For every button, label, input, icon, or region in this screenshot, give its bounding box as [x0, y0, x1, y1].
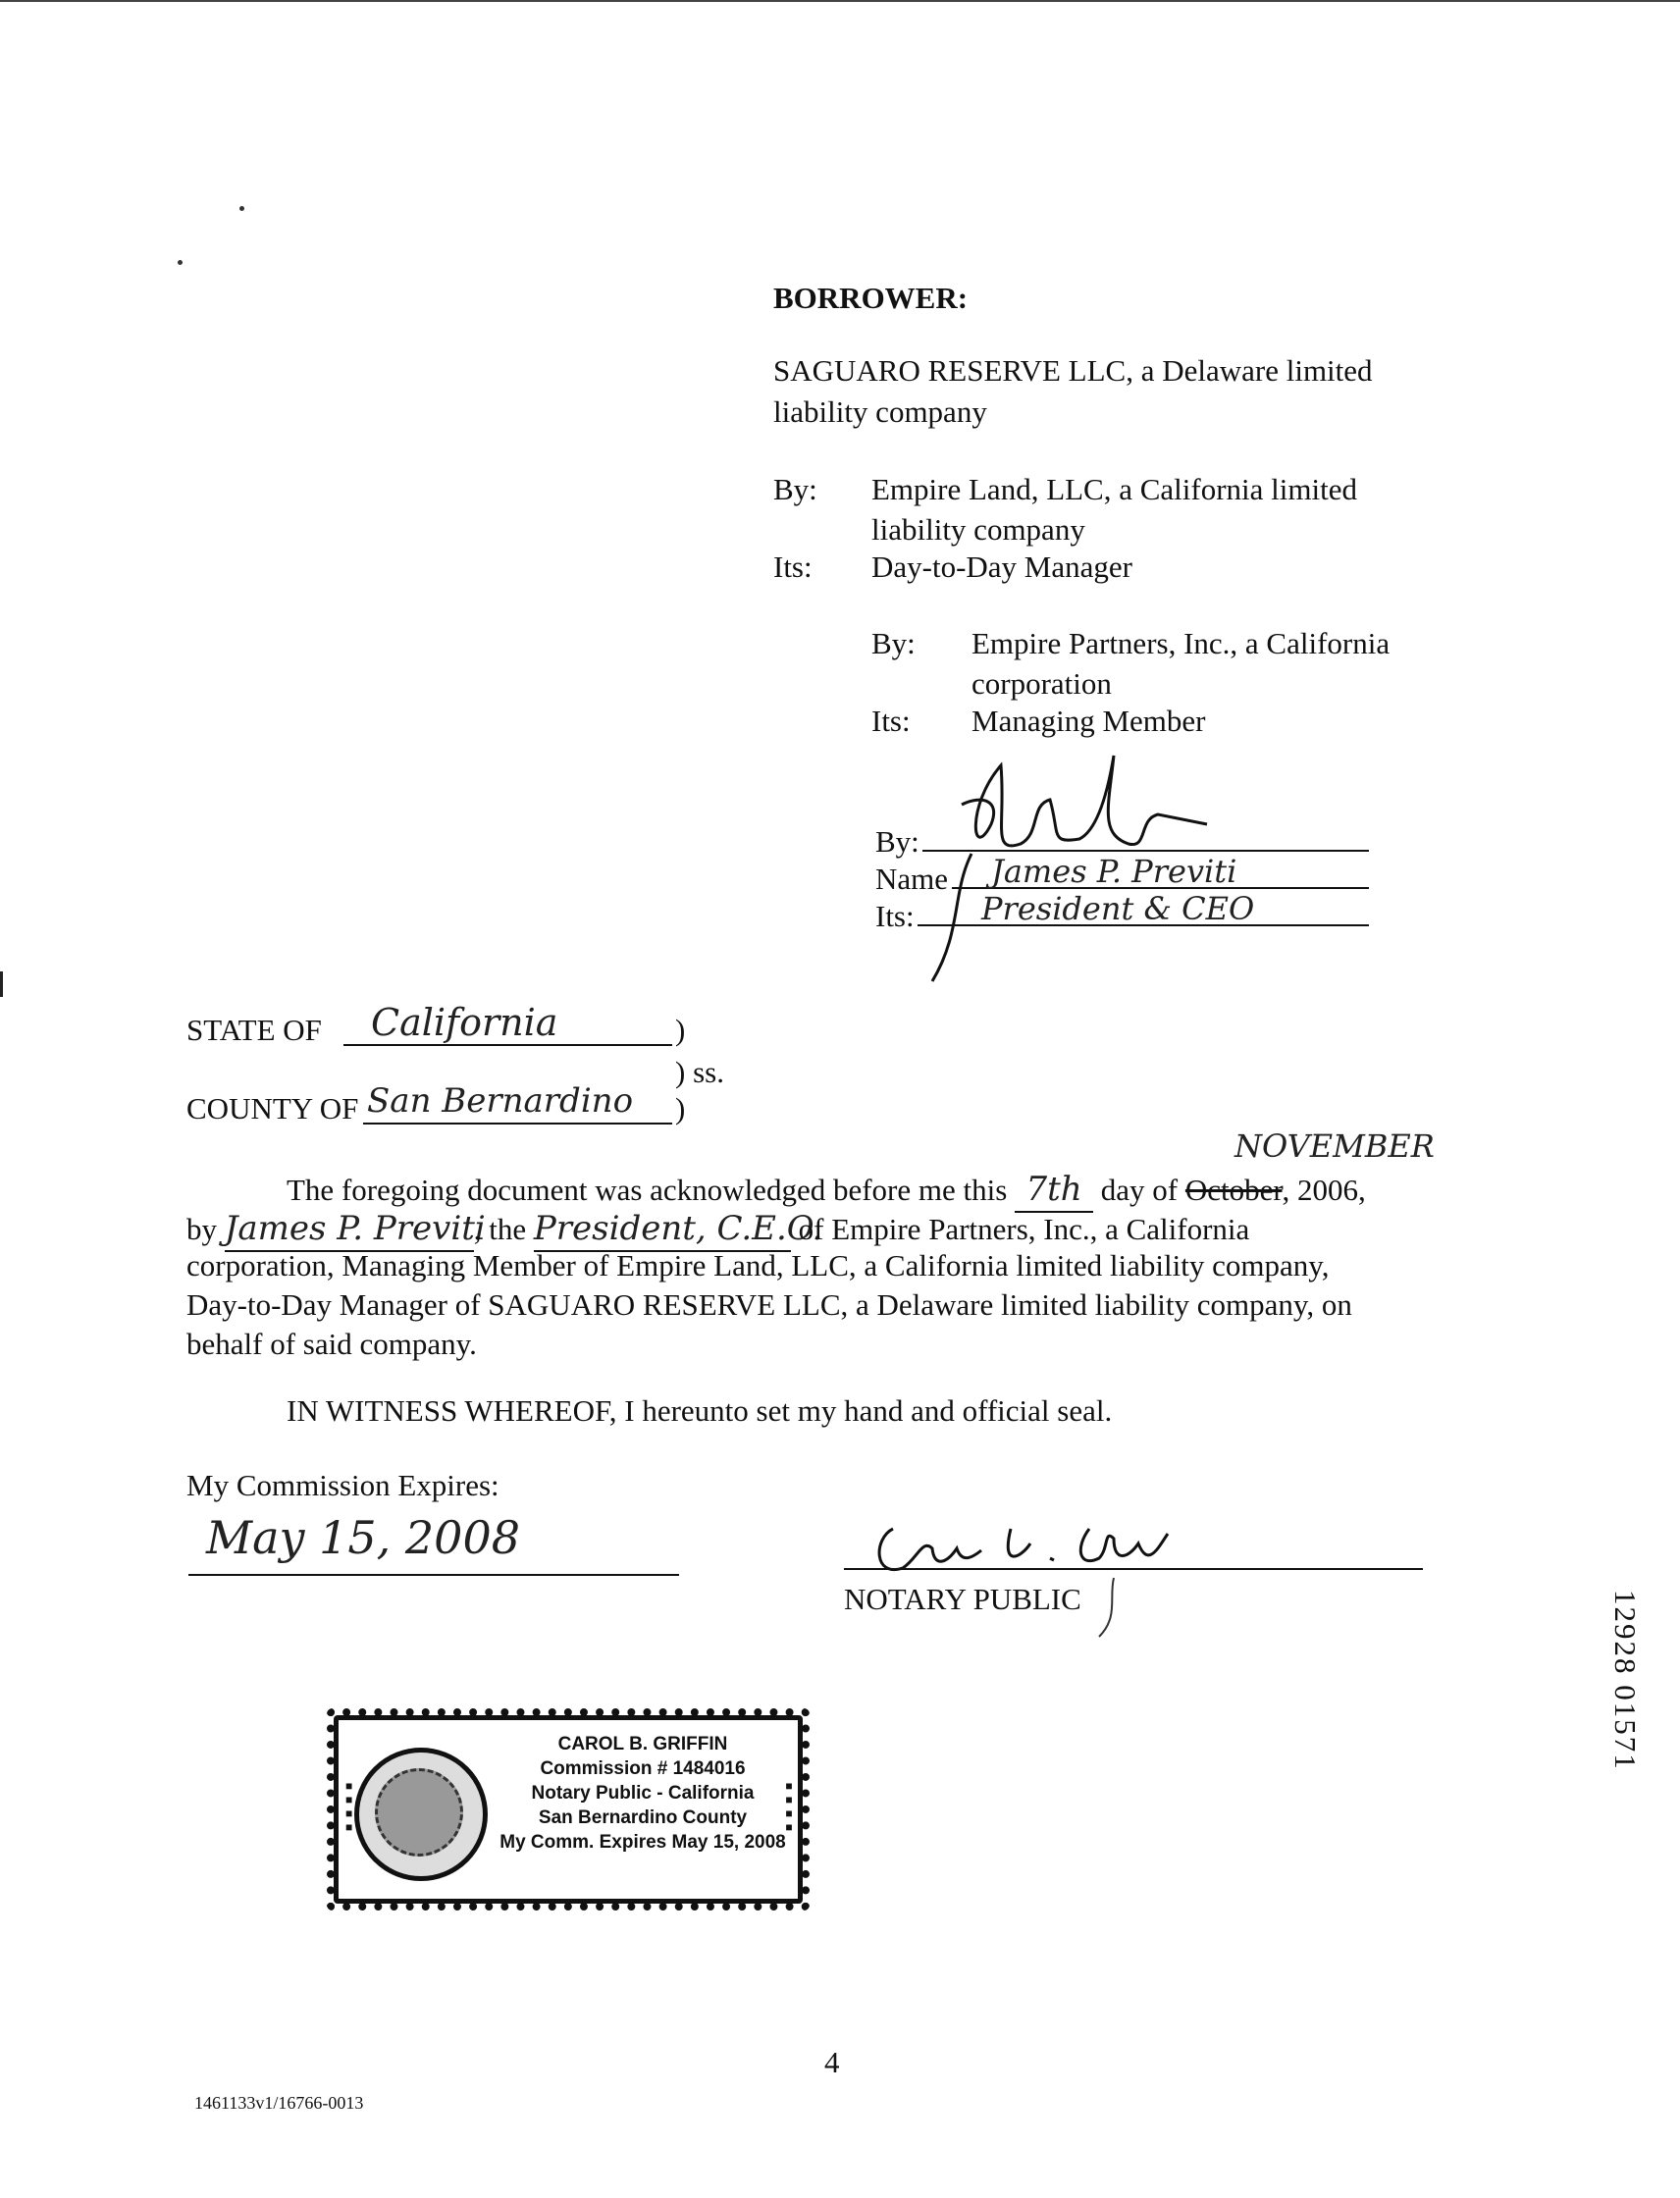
scan-edge-mark: [0, 971, 3, 997]
ack-text: day of: [1100, 1173, 1179, 1207]
seal-text: [496, 1732, 790, 1855]
ack-text: , the: [473, 1212, 527, 1246]
by-value-cont: liability company: [871, 512, 1085, 547]
sign-its-handwritten: President & CEO: [981, 890, 1255, 927]
scan-speck: [178, 260, 183, 265]
ack-text: by: [186, 1212, 217, 1246]
sub-its-label: Its:: [871, 704, 911, 738]
borrower-signature: [913, 746, 1246, 991]
seal-side-label: ■■■■: [341, 1779, 356, 1834]
county-label: COUNTY OF: [186, 1091, 359, 1125]
commission-line: [188, 1574, 679, 1576]
seal-county: San Bernardino County: [538, 1807, 748, 1828]
state-seal-inner: [375, 1768, 463, 1857]
commission-date: May 15, 2008: [206, 1511, 520, 1564]
seal-title: Notary Public - California: [531, 1783, 755, 1804]
month-struck: October: [1184, 1173, 1283, 1207]
ack-name-value: James P. Previti: [225, 1207, 474, 1252]
ack-title-value: President, C.E.O.: [534, 1207, 791, 1252]
ack-text: of Empire Partners, Inc., a California: [798, 1212, 1250, 1246]
state-value: California: [371, 1001, 558, 1044]
seal-side-label: ■■■■: [782, 1779, 796, 1834]
its-value: Day-to-Day Manager: [871, 550, 1132, 584]
sub-by-label: By:: [871, 626, 916, 660]
state-paren: ): [675, 1013, 686, 1047]
seal-commission: Commission # 1484016: [540, 1758, 746, 1779]
notary-seal: [334, 1715, 803, 1904]
ack-text: , 2006,: [1282, 1173, 1366, 1207]
sub-by-value: Empire Partners, Inc., a California: [971, 626, 1391, 660]
month-written: NOVEMBER: [1234, 1127, 1435, 1165]
sub-its-value: Managing Member: [971, 704, 1206, 738]
side-document-number: 12928 01571: [1608, 1590, 1643, 1771]
witness-statement: IN WITNESS WHEREOF, I hereunto set my hand and official seal.: [287, 1393, 1113, 1428]
its-label: Its:: [773, 550, 813, 584]
seal-name: CAROL B. GRIFFIN: [557, 1734, 728, 1754]
page-number: 4: [824, 2045, 840, 2079]
sign-name-handwritten: James P. Previti: [991, 853, 1237, 890]
commission-label: My Commission Expires:: [186, 1468, 499, 1502]
state-seal-icon: [354, 1748, 488, 1881]
notary-public-label: NOTARY PUBLIC: [844, 1582, 1081, 1616]
ack-line4: Day-to-Day Manager of SAGUARO RESERVE LLC, a Delaware limited liability company, on: [186, 1287, 1352, 1322]
ack-text: The foregoing document was acknowledged before me this: [287, 1173, 1008, 1207]
borrower-entity: SAGUARO RESERVE LLC, a Delaware limited: [773, 353, 1373, 388]
doc-code: 1461133v1/16766-0013: [194, 2093, 364, 2113]
seal-expires: My Comm. Expires May 15, 2008: [499, 1832, 786, 1853]
borrower-heading: BORROWER:: [773, 281, 969, 315]
state-label: STATE OF: [186, 1013, 322, 1047]
by-label: By:: [773, 472, 817, 506]
notary-signature: [864, 1490, 1236, 1647]
day-value: 7th: [1015, 1168, 1093, 1213]
ack-line3: corporation, Managing Member of Empire Land, LLC, a California limited liability company,: [186, 1248, 1330, 1282]
sub-by-value-cont: corporation: [971, 666, 1112, 701]
sign-by-label: By:: [875, 824, 919, 859]
county-value: San Bernardino: [367, 1081, 634, 1121]
scan-speck: [239, 206, 244, 211]
county-line: [363, 1123, 672, 1125]
scan-top-edge: [0, 0, 1680, 2]
ss-label: ) ss.: [675, 1055, 724, 1089]
ack-line5: behalf of said company.: [186, 1327, 477, 1361]
borrower-entity-cont: liability company: [773, 394, 987, 429]
sign-its-label: Its:: [875, 899, 915, 933]
sign-name-label: Name: [875, 862, 949, 896]
county-paren: ): [675, 1091, 686, 1125]
by-value: Empire Land, LLC, a California limited: [871, 472, 1358, 506]
